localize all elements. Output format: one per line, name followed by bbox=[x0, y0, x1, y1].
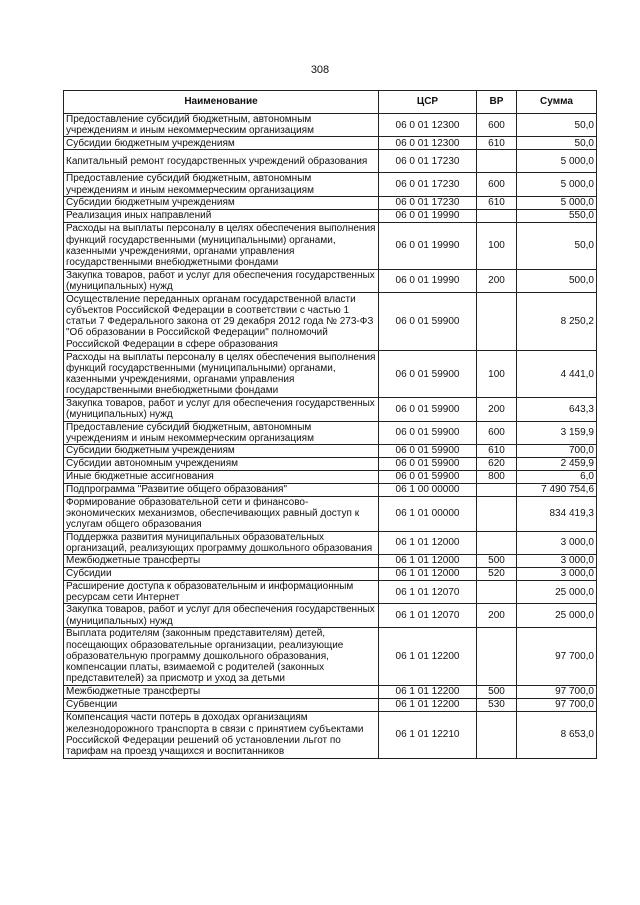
table-row bbox=[64, 398, 597, 421]
cell-name: Расходы на выплаты персоналу в целях обеспечения выполнения функций государственными (муниципальными) органами, казенными учреждениями, органами управления государственными внебюджетными фондами bbox=[64, 222, 379, 269]
cell-vr: 600 bbox=[477, 114, 517, 137]
cell-vr bbox=[477, 293, 517, 351]
cell-name: Реализация иных направлений bbox=[64, 209, 379, 222]
cell-sum: 643,3 bbox=[517, 398, 597, 421]
cell-vr: 530 bbox=[477, 698, 517, 711]
cell-name: Субсидии bbox=[64, 568, 379, 581]
header-vr: ВР bbox=[477, 91, 517, 114]
budget-table bbox=[63, 90, 597, 759]
table-row bbox=[64, 568, 597, 581]
cell-csr: 06 0 01 19990 bbox=[379, 209, 477, 222]
cell-csr: 06 0 01 59900 bbox=[379, 421, 477, 444]
cell-sum: 50,0 bbox=[517, 222, 597, 269]
table-row bbox=[64, 445, 597, 458]
cell-name: Предоставление субсидий бюджетным, автономным учреждениям и иным некоммерческим организациям bbox=[64, 173, 379, 196]
cell-sum: 50,0 bbox=[517, 137, 597, 150]
table-row bbox=[64, 351, 597, 398]
table-row bbox=[64, 698, 597, 711]
cell-vr: 200 bbox=[477, 398, 517, 421]
cell-csr: 06 0 01 17230 bbox=[379, 173, 477, 196]
cell-name: Закупка товаров, работ и услуг для обеспечения государственных (муниципальных) нужд bbox=[64, 398, 379, 421]
cell-csr: 06 0 01 19990 bbox=[379, 222, 477, 269]
cell-sum: 500,0 bbox=[517, 269, 597, 292]
cell-vr bbox=[477, 497, 517, 532]
table-row bbox=[64, 173, 597, 196]
cell-name: Субсидии автономным учреждениям bbox=[64, 458, 379, 471]
cell-csr: 06 0 01 17230 bbox=[379, 150, 477, 173]
table-row bbox=[64, 711, 597, 758]
cell-sum: 3 000,0 bbox=[517, 555, 597, 568]
cell-sum: 550,0 bbox=[517, 209, 597, 222]
cell-sum: 5 000,0 bbox=[517, 150, 597, 173]
table-body bbox=[64, 114, 597, 759]
table-row bbox=[64, 222, 597, 269]
cell-name: Расширение доступа к образовательным и информационным ресурсам сети Интернет bbox=[64, 581, 379, 604]
cell-csr: 06 0 01 12300 bbox=[379, 137, 477, 150]
cell-sum: 25 000,0 bbox=[517, 604, 597, 627]
cell-vr: 200 bbox=[477, 604, 517, 627]
cell-vr: 500 bbox=[477, 685, 517, 698]
cell-csr: 06 1 01 12200 bbox=[379, 685, 477, 698]
cell-sum: 97 700,0 bbox=[517, 627, 597, 685]
cell-sum: 97 700,0 bbox=[517, 698, 597, 711]
cell-csr: 06 0 01 59900 bbox=[379, 471, 477, 484]
table-row bbox=[64, 209, 597, 222]
cell-name: Компенсация части потерь в доходах организациям железнодорожного транспорта в связи с принятием субъектами Российской Федерации решений об установлении льгот по тарифам на проезд учащихся и воспитанников bbox=[64, 711, 379, 758]
header-name: Наименование bbox=[64, 91, 379, 114]
cell-vr bbox=[477, 531, 517, 554]
cell-csr: 06 0 01 59900 bbox=[379, 293, 477, 351]
cell-csr: 06 0 01 12300 bbox=[379, 114, 477, 137]
table-row bbox=[64, 604, 597, 627]
table-row bbox=[64, 497, 597, 532]
cell-name: Субсидии бюджетным учреждениям bbox=[64, 137, 379, 150]
cell-vr bbox=[477, 150, 517, 173]
cell-sum: 5 000,0 bbox=[517, 173, 597, 196]
cell-name: Субсидии бюджетным учреждениям bbox=[64, 196, 379, 209]
cell-name: Предоставление субсидий бюджетным, автономным учреждениям и иным некоммерческим организациям bbox=[64, 421, 379, 444]
table-row bbox=[64, 484, 597, 497]
table-row bbox=[64, 581, 597, 604]
cell-sum: 2 459,9 bbox=[517, 458, 597, 471]
cell-sum: 4 441,0 bbox=[517, 351, 597, 398]
cell-sum: 700,0 bbox=[517, 445, 597, 458]
table-row bbox=[64, 269, 597, 292]
cell-vr bbox=[477, 209, 517, 222]
table-row bbox=[64, 196, 597, 209]
cell-sum: 6,0 bbox=[517, 471, 597, 484]
table-row bbox=[64, 555, 597, 568]
cell-sum: 3 000,0 bbox=[517, 568, 597, 581]
cell-csr: 06 1 01 12200 bbox=[379, 698, 477, 711]
cell-vr: 610 bbox=[477, 445, 517, 458]
cell-name: Предоставление субсидий бюджетным, автономным учреждениям и иным некоммерческим организациям bbox=[64, 114, 379, 137]
cell-name: Закупка товаров, работ и услуг для обеспечения государственных (муниципальных) нужд bbox=[64, 269, 379, 292]
table-row bbox=[64, 293, 597, 351]
table-row bbox=[64, 137, 597, 150]
cell-sum: 8 250,2 bbox=[517, 293, 597, 351]
table-row bbox=[64, 150, 597, 173]
cell-csr: 06 1 01 12070 bbox=[379, 581, 477, 604]
cell-name: Формирование образовательной сети и финансово-экономических механизмов, обеспечивающих равный доступ к услугам общего образования bbox=[64, 497, 379, 532]
cell-vr: 620 bbox=[477, 458, 517, 471]
cell-sum: 8 653,0 bbox=[517, 711, 597, 758]
cell-vr: 100 bbox=[477, 222, 517, 269]
cell-csr: 06 1 01 12000 bbox=[379, 568, 477, 581]
cell-sum: 834 419,3 bbox=[517, 497, 597, 532]
page-number: 308 bbox=[310, 64, 330, 76]
cell-csr: 06 1 01 12200 bbox=[379, 627, 477, 685]
cell-vr: 610 bbox=[477, 137, 517, 150]
header-csr: ЦСР bbox=[379, 91, 477, 114]
header-sum: Сумма bbox=[517, 91, 597, 114]
cell-vr: 500 bbox=[477, 555, 517, 568]
cell-name: Межбюджетные трансферты bbox=[64, 685, 379, 698]
table-row bbox=[64, 471, 597, 484]
table-row bbox=[64, 531, 597, 554]
cell-name: Субсидии бюджетным учреждениям bbox=[64, 445, 379, 458]
table-row bbox=[64, 114, 597, 137]
cell-vr bbox=[477, 484, 517, 497]
cell-name: Капитальный ремонт государственных учреждений образования bbox=[64, 150, 379, 173]
cell-vr: 800 bbox=[477, 471, 517, 484]
cell-csr: 06 1 01 12000 bbox=[379, 531, 477, 554]
cell-sum: 97 700,0 bbox=[517, 685, 597, 698]
cell-name: Расходы на выплаты персоналу в целях обеспечения выполнения функций государственными (муниципальными) органами, казенными учреждениями, органами управления государственными внебюджетными фондами bbox=[64, 351, 379, 398]
cell-sum: 7 490 754,6 bbox=[517, 484, 597, 497]
cell-name: Поддержка развития муниципальных образовательных организаций, реализующих программу дошкольного образования bbox=[64, 531, 379, 554]
cell-vr: 600 bbox=[477, 173, 517, 196]
cell-csr: 06 0 01 59900 bbox=[379, 458, 477, 471]
cell-name: Иные бюджетные ассигнования bbox=[64, 471, 379, 484]
cell-name: Подпрограмма "Развитие общего образования" bbox=[64, 484, 379, 497]
cell-csr: 06 0 01 59900 bbox=[379, 351, 477, 398]
cell-name: Выплата родителям (законным представителям) детей, посещающих образовательные организации, реализующие образовательную программу дошкольного образования, компенсации платы, взимаемой с родителей (законных представителей) за присмотр и уход за детьми bbox=[64, 627, 379, 685]
cell-csr: 06 1 01 12210 bbox=[379, 711, 477, 758]
table-row bbox=[64, 685, 597, 698]
cell-sum: 5 000,0 bbox=[517, 196, 597, 209]
cell-csr: 06 0 01 19990 bbox=[379, 269, 477, 292]
table-header-row bbox=[64, 91, 597, 114]
cell-vr: 100 bbox=[477, 351, 517, 398]
cell-csr: 06 1 00 00000 bbox=[379, 484, 477, 497]
cell-vr bbox=[477, 581, 517, 604]
cell-csr: 06 1 01 12070 bbox=[379, 604, 477, 627]
cell-vr bbox=[477, 711, 517, 758]
cell-csr: 06 0 01 59900 bbox=[379, 445, 477, 458]
cell-name: Закупка товаров, работ и услуг для обеспечения государственных (муниципальных) нужд bbox=[64, 604, 379, 627]
table-row bbox=[64, 458, 597, 471]
cell-vr bbox=[477, 627, 517, 685]
cell-name: Осуществление переданных органам государственной власти субъектов Российской Федерации в соответствии с частью 1 статьи 7 Федерального закона от 29 декабря 2012 года № 273-ФЗ "Об образовании в Российской Федерации" полномочий Российской Федерации в сфере образования bbox=[64, 293, 379, 351]
cell-vr: 200 bbox=[477, 269, 517, 292]
cell-csr: 06 0 01 17230 bbox=[379, 196, 477, 209]
cell-vr: 520 bbox=[477, 568, 517, 581]
cell-csr: 06 1 01 00000 bbox=[379, 497, 477, 532]
cell-csr: 06 1 01 12000 bbox=[379, 555, 477, 568]
cell-name: Субвенции bbox=[64, 698, 379, 711]
table-row bbox=[64, 421, 597, 444]
cell-sum: 50,0 bbox=[517, 114, 597, 137]
cell-sum: 3 159,9 bbox=[517, 421, 597, 444]
cell-vr: 610 bbox=[477, 196, 517, 209]
table-row bbox=[64, 627, 597, 685]
cell-csr: 06 0 01 59900 bbox=[379, 398, 477, 421]
cell-sum: 3 000,0 bbox=[517, 531, 597, 554]
cell-vr: 600 bbox=[477, 421, 517, 444]
cell-sum: 25 000,0 bbox=[517, 581, 597, 604]
cell-name: Межбюджетные трансферты bbox=[64, 555, 379, 568]
